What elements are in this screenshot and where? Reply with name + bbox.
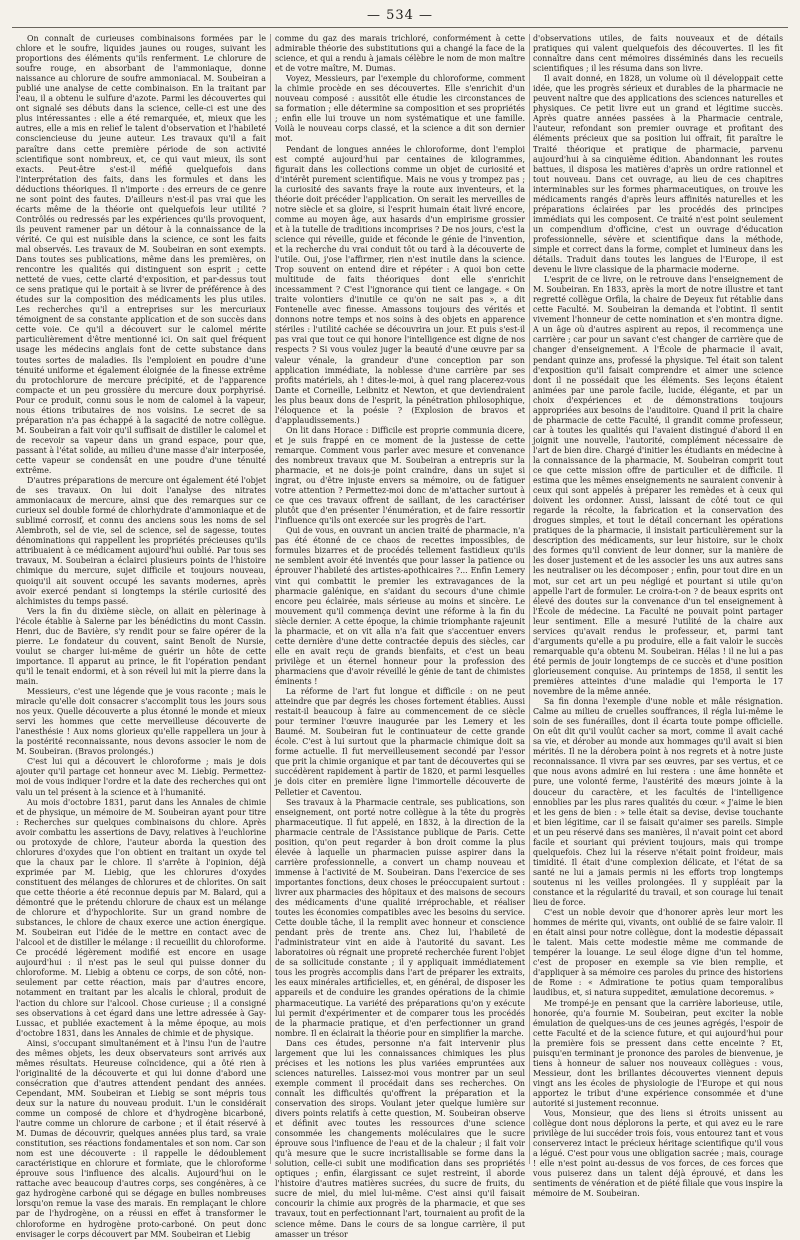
- paragraph: Voyez, Messieurs, par l'exemple du chloroforme, comment la chimie procède en ses découvertes. Elle s'enrichit d'un nouveau composé : aussitôt elle étudie les circonstances de sa formation ; elle détermine sa composition et ses propriétés ; enfin elle lui trouve un nom systématique et une famille. Voilà le nouveau corps classé, et la science a dit son dernier mot.: [275, 74, 525, 144]
- paragraph: On lit dans Horace : Difficile est proprie communia dicere, et je suis frappé en ce moment de la justesse de cette remarque. Comment vous parler avec mesure et convenance des nombreux travaux que M. Soubeiran a entrepris sur la pharmacie, et ne dois-je point craindre, dans un sujet si ingrat, ou d'être injuste envers sa mémoire, ou de fatiguer votre attention ? Permettez-moi donc de m'attacher surtout à ce que ces travaux offrent de saillant, de les caractériser plutôt que d'en présenter l'énumération, et de faire ressortir l'influence qu'ils ont exercée sur les progrès de l'art.: [275, 425, 525, 526]
- paragraph: Vous, Monsieur, que des liens si étroits unissent au collègue dont nous déplorons la perte, et qui avez eu le rare privilège de lui succéder trois fois, vous entourez tant et vous conserverez intact le précieux héritage scientifique qu'il vous a légué. C'est pour vous une obligation sacrée ; mais, courage ! elle n'est point au-dessus de vos forces, de ces forces que vous puiserez dans un talent déjà éprouvé, et dans les sentiments de vénération et de piété filiale que vous inspire la mémoire de M. Soubeiran.: [533, 1109, 783, 1199]
- paragraph: Ses travaux à la Pharmacie centrale, ses publications, son enseignement, ont porté notre collègue à la tête du progrès pharmaceutique. Il fut appelé, en 1832, à la direction de la pharmacie centrale de l'Assistance publique de Paris. Cette position, qu'on peut regarder à bon droit comme la plus élevée à laquelle un pharmacien puisse aspirer dans la carrière professionnelle, a convert un champ nouveau et immense à l'activité de M. Soubeiran. Dans l'exercice de ses importantes fonctions, deux choses le préoccupaient surtout : livrer aux pharmacies des hôpitaux et des maisons de secours des médicaments d'une qualité irréprochable, et réaliser toutes les économies compatibles avec les besoins du service. Cette double tâche, il la remplit avec honneur et conscience pendant près de trente ans. Chez lui, l'habileté de l'administrateur vint en aide à l'autorité du savant. Les laboratoires où régnait une propreté recherchée furent l'objet de sa sollicitude constante ; il y appliquait immédiatement tous les progrès accomplis dans l'art de préparer les extraits, les eaux minérales artificielles, et, en général, de disposer les appareils et de conduire les grandes opérations de la chimie pharmaceutique. La variété des préparations qu'on y exécute lui permit d'expérimenter et de comparer tous les procédés de la pharmacie pratique, et d'en perfectionner un grand nombre. Il en éclairait la théorie pour en simplifier la marche.: [275, 797, 525, 1038]
- paragraph: Vers la fin du dixième siècle, on allait en pèlerinage à l'école établie à Salerne par les bénédictins du mont Cassin. Henri, duc de Bavière, s'y rendit pour se faire opérer de la pierre. Le fondateur du couvent, saint Benoît de Nursie, voulut se charger lui-même de guérir un hôte de cette importance. Il apparut au prince, le fit l'opération pendant qu'il le tenait endormi, et à son réveil lui mit la pierre dans la main.: [16, 606, 266, 686]
- paragraph: Messieurs, c'est une légende que je vous raconte ; mais le miracle qu'elle doit consacrer s'accomplit tous les jours sous nos yeux. Quelle découverte a plus étonné le monde et mieux servi les hommes que cette merveilleuse découverte de l'anesthésie ! Aux noms glorieux qu'elle rappellera un jour à la postérité reconnaissante, nous devons associer le nom de M. Soubeiran. (Bravos prolongés.): [16, 687, 266, 757]
- paragraph: Qui de vous, en ouvrant un ancien traité de pharmacie, n'a pas été étonné de ce chaos de recettes impossibles, de formules bizarres et de procédés tellement fastidieux qu'ils ne semblent avoir été inventés que pour lasser la patience ou éprouver l'habileté des artistes-apothicaires ?... Enfin Lemery vint qui combattit le premier les extravagances de la pharmacie galénique, en s'aidant du secours d'une chimie encore peu éclairée, mais sérieuse au moins et sincère. Le mouvement qu'il commença devint une réforme à la fin du siècle dernier. A cette époque, la chimie triomphante rajeunit la pharmacie, et on vit alla n'a fait que s'accentuer envers cette dernière d'une dette contractée depuis des siècles, car elle en avait reçu de grands bienfaits, et c'est un beau privilège et un éternel honneur pour la profession des pharmaciens que d'avoir réveillé le génie de tant de chimistes éminents !: [275, 526, 525, 686]
- paragraph: L'esprit de ce livre, on le retrouve dans l'enseignement de M. Soubeiran. En 1833, après la mort de notre illustre et tant regretté collègue Orfila, la chaire de Deyeux fut rétablie dans cette Faculté. M. Soubeiran la demanda et l'obtint. Il sentit vivement l'honneur de cette nomination et s'en montra digne. A un âge où d'autres aspirent au repos, il recommença une carrière ; car pour un savant c'est changer de carrière que de changer d'enseignement. A l'École de pharmacie il avait, pendant quinze ans, professé la physique. Tel était son talent d'exposition qu'il faisait comprendre et aimer une science dont il ne possédait que les éléments. Ses leçons étaient animées par une parole facile, lucide, élégante, et par un choix d'expériences et de démonstrations toujours appropriées aux besoins de l'auditoire. Quand il prit la chaire de pharmacie de cette Faculté, il grandit comme professeur, car à toutes les qualités qui l'avaient distingué d'abord il en joignit une nouvelle, l'autorité, complément nécessaire de l'art de bien dire. Chargé d'initier les étudiants en médecine à la connaissance de la pharmacie, M. Soubeiran comprit tout ce que cette mission offre de particulier et de difficile. Il estima que les mêmes enseignements ne sauraient convenir à ceux qui sont appelés à préparer les remèdes et à ceux qui doivent les ordonner. Aussi, laissant de côté tout ce qui regarde la récolte, la fabrication et la conservation des drogues simples, et tout le détail concernant les opérations pratiques de la pharmacie, il insistait particulièrement sur la description des médicaments, sur leur histoire, sur le choix des formes qu'il convient de leur donner, sur la manière de les doser justement et de les associer les uns aux autres sans les neutraliser ou les décomposer ; enfin, pour tout dire en un mot, sur cet art un peu négligé et pourtant si utile qu'on appelle l'art de formuler. Le croira-t-on ? de beaux esprits ont élevé des doutes sur la convenance d'un tel enseignement à l'École de médecine. La Faculté ne pouvait point partager leur sentiment. Elle a mesuré l'utilité de la chaire aux services qu'avait rendus le professeur, et, parmi tant d'arguments qu'elle a pu produire, elle a fait valoir le succès remarquable qu'a obtenu M. Soubeiran. Hélas ! il ne lui a pas été permis de jouir longtemps de ce succès et d'une position glorieusement conquise. Au printemps de 1858, il sentit les premières atteintes d'une maladie qui l'emporta le 17 novembre de la même année.: [533, 275, 783, 697]
- paragraph: C'est lui qui a découvert le chloroforme ; mais je dois ajouter qu'il partage cet honneur avec M. Liebig. Permettez-moi de vous indiquer l'ordre et la date des recherches qui ont valu un tel présent à la science et à l'humanité.: [16, 757, 266, 797]
- paragraph: Pendant de longues années le chloroforme, dont l'emploi est compté aujourd'hui par centaines de kilogrammes, figurait dans les collections comme un objet de curiosité et d'intérêt purement scientifique. Mais ne vous y trompez pas ; la curiosité des savants fraye la route aux inventeurs, et la théorie doit précéder l'application. On serait les merveilles de notre siècle et sa gloire, si l'esprit humain était livré encore, comme au moyen âge, aux hasards d'un empirisme grossier et à la tutelle de traditions incomprises ? De nos jours, c'est la science qui réveille, guide et féconde le génie de l'invention, et la recherche du vrai conduit tôt ou tard à la découverte de l'utile. Oui, j'ose l'affirmer, rien n'est inutile dans la science. Trop souvent on entend dire et répéter : A quoi bon cette multitude de faits théoriques dont elle s'enrichit incessamment ? C'est l'ignorance qui tient ce langage. « On traite volontiers d'inutile ce qu'on ne sait pas », a dit Fontenelle avec finesse. Amassons toujours des vérités et donnons notre temps et nos soins à des objets en apparence stériles : l'utilité cachée se découvrira un jour. Et puis s'est-il pas vrai que tout ce qui honore l'intelligence est digne de nos respects ? Si vous voulez juger la beauté d'une œuvre par sa valeur vénale, la grandeur d'une conception par son application immédiate, la noblesse d'une carrière par ses profits matériels, ah ! dites-le-moi, à quel rang placerez-vous Dante et Corneille, Leibnitz et Newton, et que deviendraient les plus beaux dons de l'esprit, la pénétration philosophique, l'éloquence et la poésie ? (Explosion de bravos et d'applaudissements.): [275, 144, 525, 425]
- paragraph: Ainsi, s'occupant simultanément et à l'insu l'un de l'autre des mêmes objets, les deux observateurs sont arrivés aux mêmes résultats. Heureuse coïncidence, qui a ôté rien à l'originalité de la découverte et qui lui donne d'abord une consécration que d'autres attendent pendant des années. Cependant, MM. Soubeiran et Liebig se sont mépris tous deux sur la nature du nouveau produit. L'un le considérait comme un composé de chlore et d'hydrogène bicarboné, l'autre comme un chlorure de carbone ; et il était réservé à M. Dumas de découvrir, quelques années plus tard, sa vraie constitution, ses réactions fondamentales et son nom. Car son nom est une découverte : il rappelle le dédoublement caractéristique en chlorure et formiate, que le chloroforme éprouve sous l'influence des alcalis. Aujourd'hui on le rattache avec beaucoup d'autres corps, ses congénères, à ce gaz hydrogène carboné qui se dégage en bulles nombreuses lorsqu'on remue la vase des marais. En remplaçant le chlore par de l'hydrogène, on a réussi en effet à transformer le chloroforme en hydrogène proto-carboné. On peut donc envisager le corps découvert par MM. Soubeiran et Liebig: [16, 1038, 266, 1239]
- paragraph: On connaît de curieuses combinaisons formées par le chlore et le soufre, liquides jaunes ou rouges, suivant les proportions des éléments qu'ils renferment. Le chlorure de soufre rouge, en absorbant de l'ammoniaque, donne naissance au chlorure de soufre ammoniacal. M. Soubeiran a publié une analyse de cette combinaison. En la traitant par l'eau, il a obtenu le sulfure d'azote. Parmi les découvertes qui ont signalé ses débuts dans la science, celle-ci est une des plus intéressantes : elle a été remarquée, et, mieux que les autres, elle a mis en relief le talent d'observation et l'habileté consciencieuse du jeune auteur. Les travaux qu'il a fait paraître dans cette première période de son activité scientifique sont nombreux, et, ce qui vaut mieux, ils sont exacts. Peut-être s'est-il méfié quelquefois dans l'interprétation des faits, dans les formules et dans les déductions théoriques. Il n'importe : des erreurs de ce genre ne sont point des fautes. D'ailleurs n'est-il pas vrai que les écarts même de la théorie ont quelquefois leur utilité ? Contrôlés ou redressés par les expériences qu'ils provoquent, ils peuvent ramener par un détour à la connaissance de la vérité. Ce qui est nuisible dans la science, ce sont les faits mal observés. Les travaux de M. Soubeiran en sont exempts. Dans toutes ses publications, même dans les premières, on rencontre les qualités qui distinguent son esprit ; cette netteté de vues, cette clarté d'exposition, et par-dessus tout ce sens pratique qui le portait à se livrer de préférence à des études sur la composition des médicaments les plus utiles. Les recherches qu'il a entreprises sur les mercuriaux témoignent de sa constante application et de son succès dans cette voie. Ce qu'il a découvert sur le calomel mérite particulièrement d'être mentionné ici. On sait quel fréquent usage les médecins anglais font de cette substance dans toutes sortes de maladies. Ils l'emploient en poudre d'une ténuité uniforme et également éloignée de la finesse extrême du protochlorure de mercure précipité, et de l'apparence compacte et un peu grossière du mercure doux porphyrisé. Pour ce produit, connu sous le nom de calomel à la vapeur, nous étions tributaires de nos voisins. Le secret de sa préparation n'a pas échappé à la sagacité de notre collègue. M. Soubeiran a fait voir qu'il suffisait de distiller le calomel et de recevoir sa vapeur dans un grand espace, pour que, passant à l'état solide, au milieu d'une masse d'air interposée, cette vapeur se condensât en une poudre d'une ténuité extrême.: [16, 34, 266, 476]
- paragraph: C'est un noble devoir que d'honorer après leur mort les hommes de mérite qui, vivants, ont oublié de se faire valoir. Il en était ainsi pour notre collègue, dont la modestie dépassait le talent. Mais cette modestie même me commande de tempérer la louange. Le seul éloge digne d'un tel homme, c'est de proposer en exemple sa vie bien remplie, et d'appliquer à sa mémoire ces paroles du prince des historiens de Rome : « Admiratione te potius quam temporalibus laudibus, et, si natura suppeditet, æmulatione decoremus. »: [533, 908, 783, 998]
- header-rule: [12, 27, 788, 28]
- column-3: [533, 34, 783, 1199]
- paragraph: Au mois d'octobre 1831, parut dans les Annales de chimie et de physique, un mémoire de M. Soubeiran ayant pour titre : Recherches sur quelques combinaisons du chlore. Après avoir combattu les assertions de Davy, relatives à l'euchlorine ou protoxyde de chlore, l'auteur aborda la question des chlorures d'oxydes que l'on obtient en traitant un oxyde tel que la chaux par le chlore. Il s'arrête à l'opinion, déjà exprimée par M. Liebig, que les chlorures d'oxydes constituent des mélanges de chlorures et de chlorites. On sait que cette théorie a été reconnue depuis par M. Balard, qui a démontré que le prétendu chlorure de chaux est un mélange de chlorure et d'hypochlorite. Sur un grand nombre de substances, le chlore de chaux exerce une action énergique. M. Soubeiran eut l'idée de le mettre en contact avec de l'alcool et de distiller le mélange : il recueillit du chloroforme. Ce procédé légèrement modifié est encore en usage aujourd'hui : il n'est pas le seul qui puisse donner du chloroforme. M. Liebig a obtenu ce corps, de son côté, non-seulement par cette réaction, mais par d'autres encore, notamment en traitant par les alcalis le chloral, produit de l'action du chlore sur l'alcool. Chose curieuse ; il a consigné ses observations à cet égard dans une lettre adressée à Gay-Lussac, et publiée exactement à la même époque, au mois d'octobre 1831, dans les Annales de chimie et de physique.: [16, 797, 266, 1038]
- column-divider: [529, 34, 530, 1164]
- paragraph: D'autres préparations de mercure ont également été l'objet de ses travaux. On lui doit l'analyse des nitrates ammoniacaux de mercure, ainsi que des remarques sur ce curieux sel double formé de chlorhydrate d'ammoniaque et de sublimé corrosif, et connu des anciens sous les noms de sel Alembroth, sel de vie, sel de science, sel de sagesse, toutes dénominations qui rappellent les propriétés précieuses qu'ils attribuaient à ce médicament aujourd'hui oublié. Par tous ses travaux, M. Soubeiran a éclairci plusieurs points de l'histoire chimique du mercure, sujet difficile et toujours nouveau, quoiqu'il ait souvent occupé les savants modernes, après avoir exercé pendant si longtemps la stérile curiosité des alchimistes du temps passé.: [16, 476, 266, 606]
- page-number: — 534 —: [366, 8, 434, 23]
- paragraph: Sa fin donna l'exemple d'une noble et mâle résignation. Calme au milieu de cruelles souffrances, il régla lui-même le soin de ses funérailles, dont il écarta toute pompe officielle. On eût dit qu'il voulût cacher sa mort, comme il avait caché sa vie, et dérober au monde aux hommages qu'il avait si bien mérités. Il ne la dérobera point à nos regrets et à notre juste reconnaissance. Il vivra par ses œuvres, par ses vertus, et ce que nous avons admiré en lui restera : une âme honnête et pure, une volonté ferme, l'austérité des mœurs jointe à la douceur du caractère, et les facultés de l'intelligence ennoblies par les plus rares qualités du cœur. « J'aime le bien et les gens de bien : » telle était sa devise, devise touchante et bien légitime, car il se faisait qu'aimer ses pareils. Simple et un peu réservé dans ses manières, il n'avait point cet abord facile et souriant qui prévient toujours, mais qui trompe quelquefois. Chez lui la réserve n'était point froideur, mais timidité. Il était d'une complexion délicate, et l'état de sa santé ne lui a jamais permis ni les efforts trop longtemps soutenus ni les veilles prolongées. Il y suppléait par la constance et la régularité du travail, et son courage lui tenait lieu de force.: [533, 697, 783, 908]
- paragraph: Il avait donné, en 1828, un volume où il développait cette idée, que les progrès sérieux et durables de la pharmacie ne peuvent naître que des applications des sciences naturelles et physiques. Ce petit livre eut un grand et légitime succès. Après quatre années passées à la Pharmacie centrale, l'auteur, refondant son premier ouvrage et profitant des éléments précieux que sa position lui offrait, fit paraître le Traité théorique et pratique de pharmacie, parvenu aujourd'hui à sa cinquième édition. Abandonnant les routes battues, il disposa les matières d'après un ordre rationnel et tout nouveau. Dans cet ouvrage, au lieu de ces chapitres interminables sur les formes pharmaceutiques, on trouve les médicaments rangés d'après leurs affinités naturelles et les préparations éclairées par les procédés des principes immédiats qui les composent. Ce traité n'est point seulement un compendium d'officine, c'est un ouvrage d'éducation professionnelle, sévère et scientifique dans la méthode, simple et correct dans la forme, complet et lumineux dans les détails. Traduit dans toutes les langues de l'Europe, il est devenu le livre classique de la pharmacie moderne.: [533, 74, 783, 275]
- paragraph: La réforme de l'art fut longue et difficile : on ne peut atteindre que par degrés les choses fortement établies. Aussi restait-il beaucoup à faire au commencement de ce siècle pour terminer l'œuvre inaugurée par les Lemery et les Baumé. M. Soubeiran fut le continuateur de cette grande école. C'est à lui surtout que la pharmacie chimique doit sa forme actuelle. Il fut merveilleusement secondé par l'essor que prit la chimie organique et par tant de découvertes qui se succédèrent rapidement à partir de 1820, et parmi lesquelles je dois citer en première ligne l'immortelle découverte de Pelletier et Caventou.: [275, 687, 525, 797]
- paragraph: d'observations utiles, de faits nouveaux et de détails pratiques qui valent quelquefois des découvertes. Il les fit connaître dans cent mémoires disséminés dans les recueils scientifiques ; il les résuma dans son livre.: [533, 34, 783, 74]
- paragraph: Dans ces études, personne n'a fait intervenir plus largement que lui les connaissances chimiques les plus précises et les notions les plus variées empruntées aux sciences naturelles. Laissez-moi vous montrer par un seul exemple comment il procédait dans ses recherches. On connaît les difficultés qu'offrent la préparation et la conservation des sirops. Voulant jeter quelque lumière sur divers points relatifs à cette question, M. Soubeiran observe et définit avec toutes les ressources d'une science consommée les changements moléculaires que le sucre éprouve sous l'influence de l'eau et de la chaleur ; il fait voir qu'à mesure que le sucre incristallisable se forme dans la solution, celle-ci subit une modification dans ses propriétés optiques ; enfin, élargissant ce sujet restreint, il aborde l'histoire d'autres matières sucrées, du sucre de fruits, du sucre de miel, du miel lui-même. C'est ainsi qu'il faisait concourir la chimie aux progrès de la pharmacie, et que ses travaux, tout en perfectionnant l'art, tournaient au profit de la science même. Dans le cours de sa longue carrière, il put amasser un trésor: [275, 1038, 526, 1239]
- paragraph: Me trompé-je en pensant que la carrière laborieuse, utile, honorée, qu'a fournie M. Soubeiran, peut exciter la noble émulation de quelques-uns de ces jeunes agrégés, l'espoir de cette Faculté et de la science future, et qui aujourd'hui pour la première fois se pressent dans cette enceinte ? Et, puisqu'en terminant je prononce des paroles de bienvenue, je tiens à honneur de saluer nos nouveaux collègues : vous, Messieur, dont les brillantes découvertes viennent depuis vingt ans les écoles de physiologie de l'Europe et qui nous apportez le tribut d'une expérience consommée et d'une autorité si justement reconnue.: [533, 998, 783, 1108]
- column-2: [275, 34, 526, 1239]
- paragraph: comme du gaz des marais trichloré, conformément à cette admirable théorie des substitutions qui a changé la face de la science, et qui a rendu à jamais célèbre le nom de mon maître et de votre maître, M. Dumas.: [275, 34, 525, 74]
- column-divider: [270, 34, 271, 1164]
- column-1: [16, 34, 266, 1239]
